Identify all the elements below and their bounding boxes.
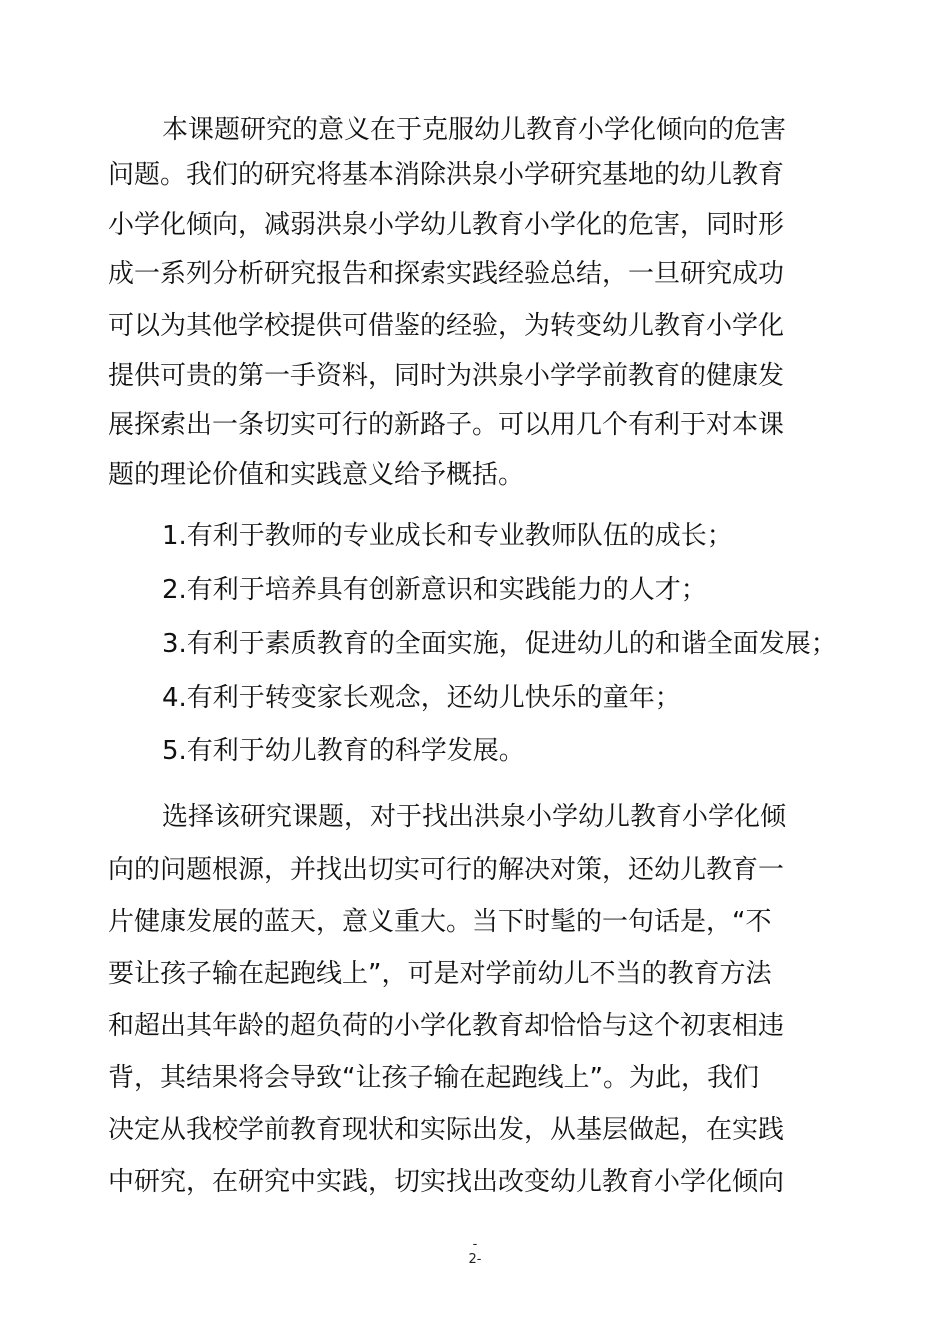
- list-item: 3.有利于素质教育的全面实施，促进幼儿的和谐全面发展；: [162, 629, 837, 659]
- list-item: 2.有利于培养具有创新意识和实践能力的人才；: [162, 575, 707, 605]
- text-line: 可以为其他学校提供可借鉴的经验，为转变幼儿教育小学化: [108, 311, 785, 341]
- list-item: 4.有利于转变家长观念，还幼儿快乐的童年；: [162, 683, 681, 713]
- text-line: 本课题研究的意义在于克服幼儿教育小学化倾向的危害: [162, 115, 787, 145]
- page-number-dash: -: [472, 1237, 478, 1252]
- text-line: 中研究，在研究中实践，切实找出改变幼儿教育小学化倾向: [108, 1167, 785, 1197]
- page-number: 2-: [468, 1252, 482, 1267]
- text-line: 成一系列分析研究报告和探索实践经验总结，一旦研究成功: [108, 259, 785, 289]
- text-line: 题的理论价值和实践意义给予概括。: [108, 460, 525, 490]
- text-line: 要让孩子输在起跑线上”，可是对学前幼儿不当的教育方法: [108, 959, 772, 989]
- text-line: 选择该研究课题，对于找出洪泉小学幼儿教育小学化倾: [162, 802, 787, 832]
- list-item: 5.有利于幼儿教育的科学发展。: [162, 736, 525, 766]
- text-line: 决定从我校学前教育现状和实际出发，从基层做起，在实践: [108, 1115, 785, 1145]
- text-line: 提供可贵的第一手资料，同时为洪泉小学学前教育的健康发: [108, 361, 785, 391]
- list-item: 1.有利于教师的专业成长和专业教师队伍的成长；: [162, 521, 733, 551]
- text-line: 和超出其年龄的超负荷的小学化教育却恰恰与这个初衷相违: [108, 1011, 785, 1041]
- text-line: 展探索出一条切实可行的新路子。可以用几个有利于对本课: [108, 410, 785, 440]
- text-line: 问题。我们的研究将基本消除洪泉小学研究基地的幼儿教育: [108, 160, 785, 190]
- text-line: 向的问题根源，并找出切实可行的解决对策，还幼儿教育一: [108, 855, 785, 885]
- text-line: 片健康发展的蓝天，意义重大。当下时髦的一句话是，“不: [108, 907, 772, 937]
- text-line: 背，其结果将会导致“让孩子输在起跑线上”。为此，我们: [108, 1063, 759, 1093]
- text-line: 小学化倾向，减弱洪泉小学幼儿教育小学化的危害，同时形: [108, 210, 785, 240]
